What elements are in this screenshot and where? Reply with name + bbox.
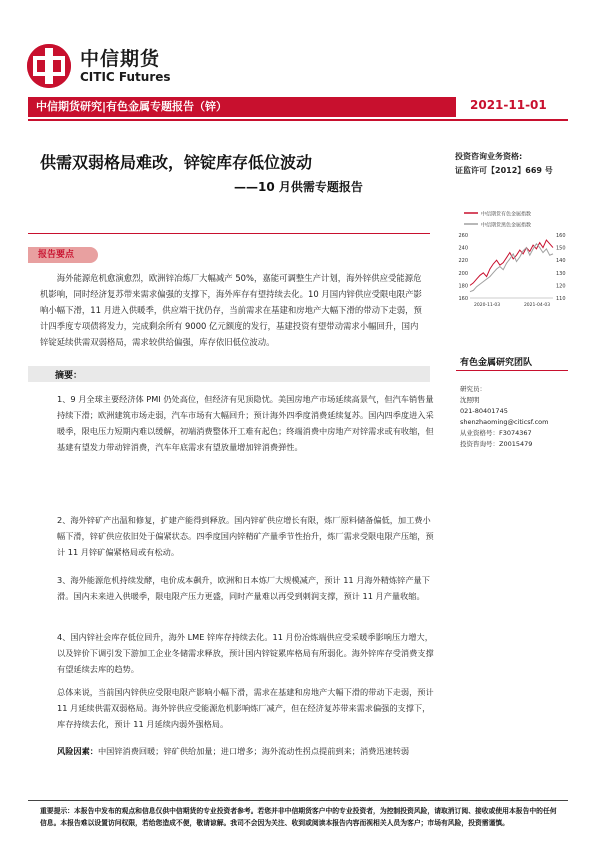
- qualification-line1: 投资咨询业务资格:: [455, 152, 523, 161]
- logo-cn-text: 中信期货: [80, 48, 161, 70]
- analyst-email[interactable]: shenzhaoming@citicsf.com: [460, 418, 549, 426]
- report-date: 2021-11-01: [470, 98, 547, 112]
- analyst-name: 沈照明: [460, 396, 480, 404]
- analyst-label: 研究员：: [460, 385, 486, 393]
- risk-text: 中国锌消费回暖；锌矿供给加量；进口增多；海外流动性拐点提前到来；消费迅速转弱: [97, 746, 410, 756]
- left-tick-label: 160: [458, 296, 468, 302]
- analyst-license1: 从业资格号：F3074367: [460, 429, 532, 437]
- analyst-phone: 021-80401745: [460, 407, 508, 415]
- citic-logo-icon: [27, 44, 71, 88]
- page-title: 供需双弱格局难改，锌锭库存低位波动: [40, 153, 313, 172]
- left-tick-label: 220: [458, 258, 468, 265]
- abstract-paragraph-3: 3、海外能源危机持续发酵，电价成本飙升，欧洲和日本炼厂大规模减产，预计 11 月海外精炼锌产量下滑。国内未来进入供暖季，限电限产压力更盛，同时产量难以再受到刺润支撑，预计 11 月产量收缩。: [57, 575, 430, 601]
- footer-disclaimer: 重要提示：本报告中发布的观点和信息仅供中信期货的专业投资者参考。若您并非中信期货客户中的专业投资者，为控制投资风险，请取消订阅、接收或使用本报告中的任何信息。本报告难以设置访问权限，若给您造成不便，敬请谅解。我司不会因为关注、收到或阅读本报告内容而视相关人员为客户；市场有风险，投资需谨慎。: [40, 807, 557, 827]
- abstract-label: 摘要：: [55, 371, 83, 381]
- x-tick-label: 2020-11-03: [474, 303, 501, 308]
- header-divider: [28, 119, 568, 121]
- left-tick-label: 200: [458, 270, 468, 277]
- abstract-paragraph-4: 4、国内锌社会库存低位回升，海外 LME 锌库存持续去化。11 月份冶炼端供应受采暖季影响压力增大，以及锌价下调引发下游加工企业冬储需求释放，预计国内锌锭累库格局有所弱化。海外锌库存受消费支撑有望延续去库的趋势。: [57, 632, 434, 674]
- abstract-header-bar: [28, 366, 430, 382]
- right-tick-label: 160: [556, 233, 566, 239]
- summary-section-label: 报告要点: [28, 247, 98, 263]
- report-type-banner: 中信期货研究|有色金属专题报告（锌）: [28, 97, 456, 117]
- abstract-paragraph-2: 2、海外锌矿产出温和修复，扩建产能得到释放。国内锌矿供应增长有限，炼厂原料储备偏低，加工费小幅下滑，锌矿供应依旧处于偏紧状态。四季度国内锌精矿产量季节性抬升，炼厂需求受限电限产压缩，预计 11 月锌矿偏紧格局或有松动。: [57, 515, 434, 557]
- right-tick-label: 150: [556, 245, 566, 252]
- series-line-1: [470, 244, 553, 292]
- qualification-line2: 证监许可【2012】669 号: [455, 166, 553, 175]
- page-subtitle: ——10 月供需专题报告: [234, 180, 363, 194]
- legend-label-1: 中信期货黑色金属指数: [481, 222, 532, 229]
- risk-factors: [57, 743, 437, 759]
- right-tick-label: 110: [556, 296, 566, 302]
- analyst-license2: 投资咨询号：Z0015479: [460, 440, 533, 448]
- logo-en-text: CITIC Futures: [80, 70, 171, 84]
- left-tick-label: 180: [458, 283, 468, 290]
- footer-divider: [28, 800, 568, 801]
- analyst-block: [460, 384, 548, 450]
- team-divider: [456, 370, 568, 371]
- summary-text: 海外能源危机愈演愈烈，欧洲锌冶炼厂大幅减产 50%，嘉能可调整生产计划，海外锌供应受能源危机影响，同时经济复苏带来需求偏强的支撑下，海外库存有望持续去化。10 月国内锌供应受限电限产影响小幅下滑，11 月进入供暖季，供应端干扰仍存，当前需求在基建和房地产大幅下滑的带动下走弱，预计四季度专项债将发力，完成剩余所有 9000 亿元额度的发行，基建投资有望带动需求小幅回升，国内锌锭延续供需双弱格局，需求较供给偏强，库存依旧低位波动。: [40, 273, 422, 347]
- index-chart: [450, 205, 575, 320]
- left-tick-label: 260: [458, 233, 468, 239]
- right-tick-label: 120: [556, 283, 566, 290]
- abstract-paragraph-1: 1、9 月全球主要经济体 PMI 仍处高位，但经济有见顶隐忧。美国房地产市场延续高景气，但汽车销售量持续下滑；欧洲建筑市场走弱，汽车市场有大幅回升；预计海外四季度消费延续复苏。国内四季度进入采暖季，限电压力短期内难以缓解，初端消费整体开工难有起色；终端消费中房地产对锌需求或有收缩，但基建有望发力带动锌消费，汽车年底需求有望放量增加锌消费弹性。: [57, 394, 434, 452]
- right-tick-label: 140: [556, 258, 566, 265]
- abstract-paragraph-5: 总体来说，当前国内锌供应受限电限产影响小幅下滑，需求在基建和房地产大幅下滑的带动下走弱，预计 11 月延续供需双弱格局。海外锌供应受能源危机影响炼厂减产，但在经济复苏带来需求偏强的支撑下，库存持续去化，预计 11 月延续内弱外强格局。: [57, 687, 434, 729]
- right-tick-label: 130: [556, 270, 566, 277]
- legend-label-0: 中信期货有色金属指数: [481, 211, 532, 218]
- qualification-block: [455, 150, 553, 178]
- left-tick-label: 240: [458, 245, 468, 252]
- risk-label: 风险因素：: [57, 746, 98, 756]
- team-name: 有色金属研究团队: [460, 358, 533, 368]
- series-line-0: [470, 240, 553, 285]
- x-tick-label: 2021-04-03: [523, 303, 551, 308]
- summary-divider: [28, 233, 430, 234]
